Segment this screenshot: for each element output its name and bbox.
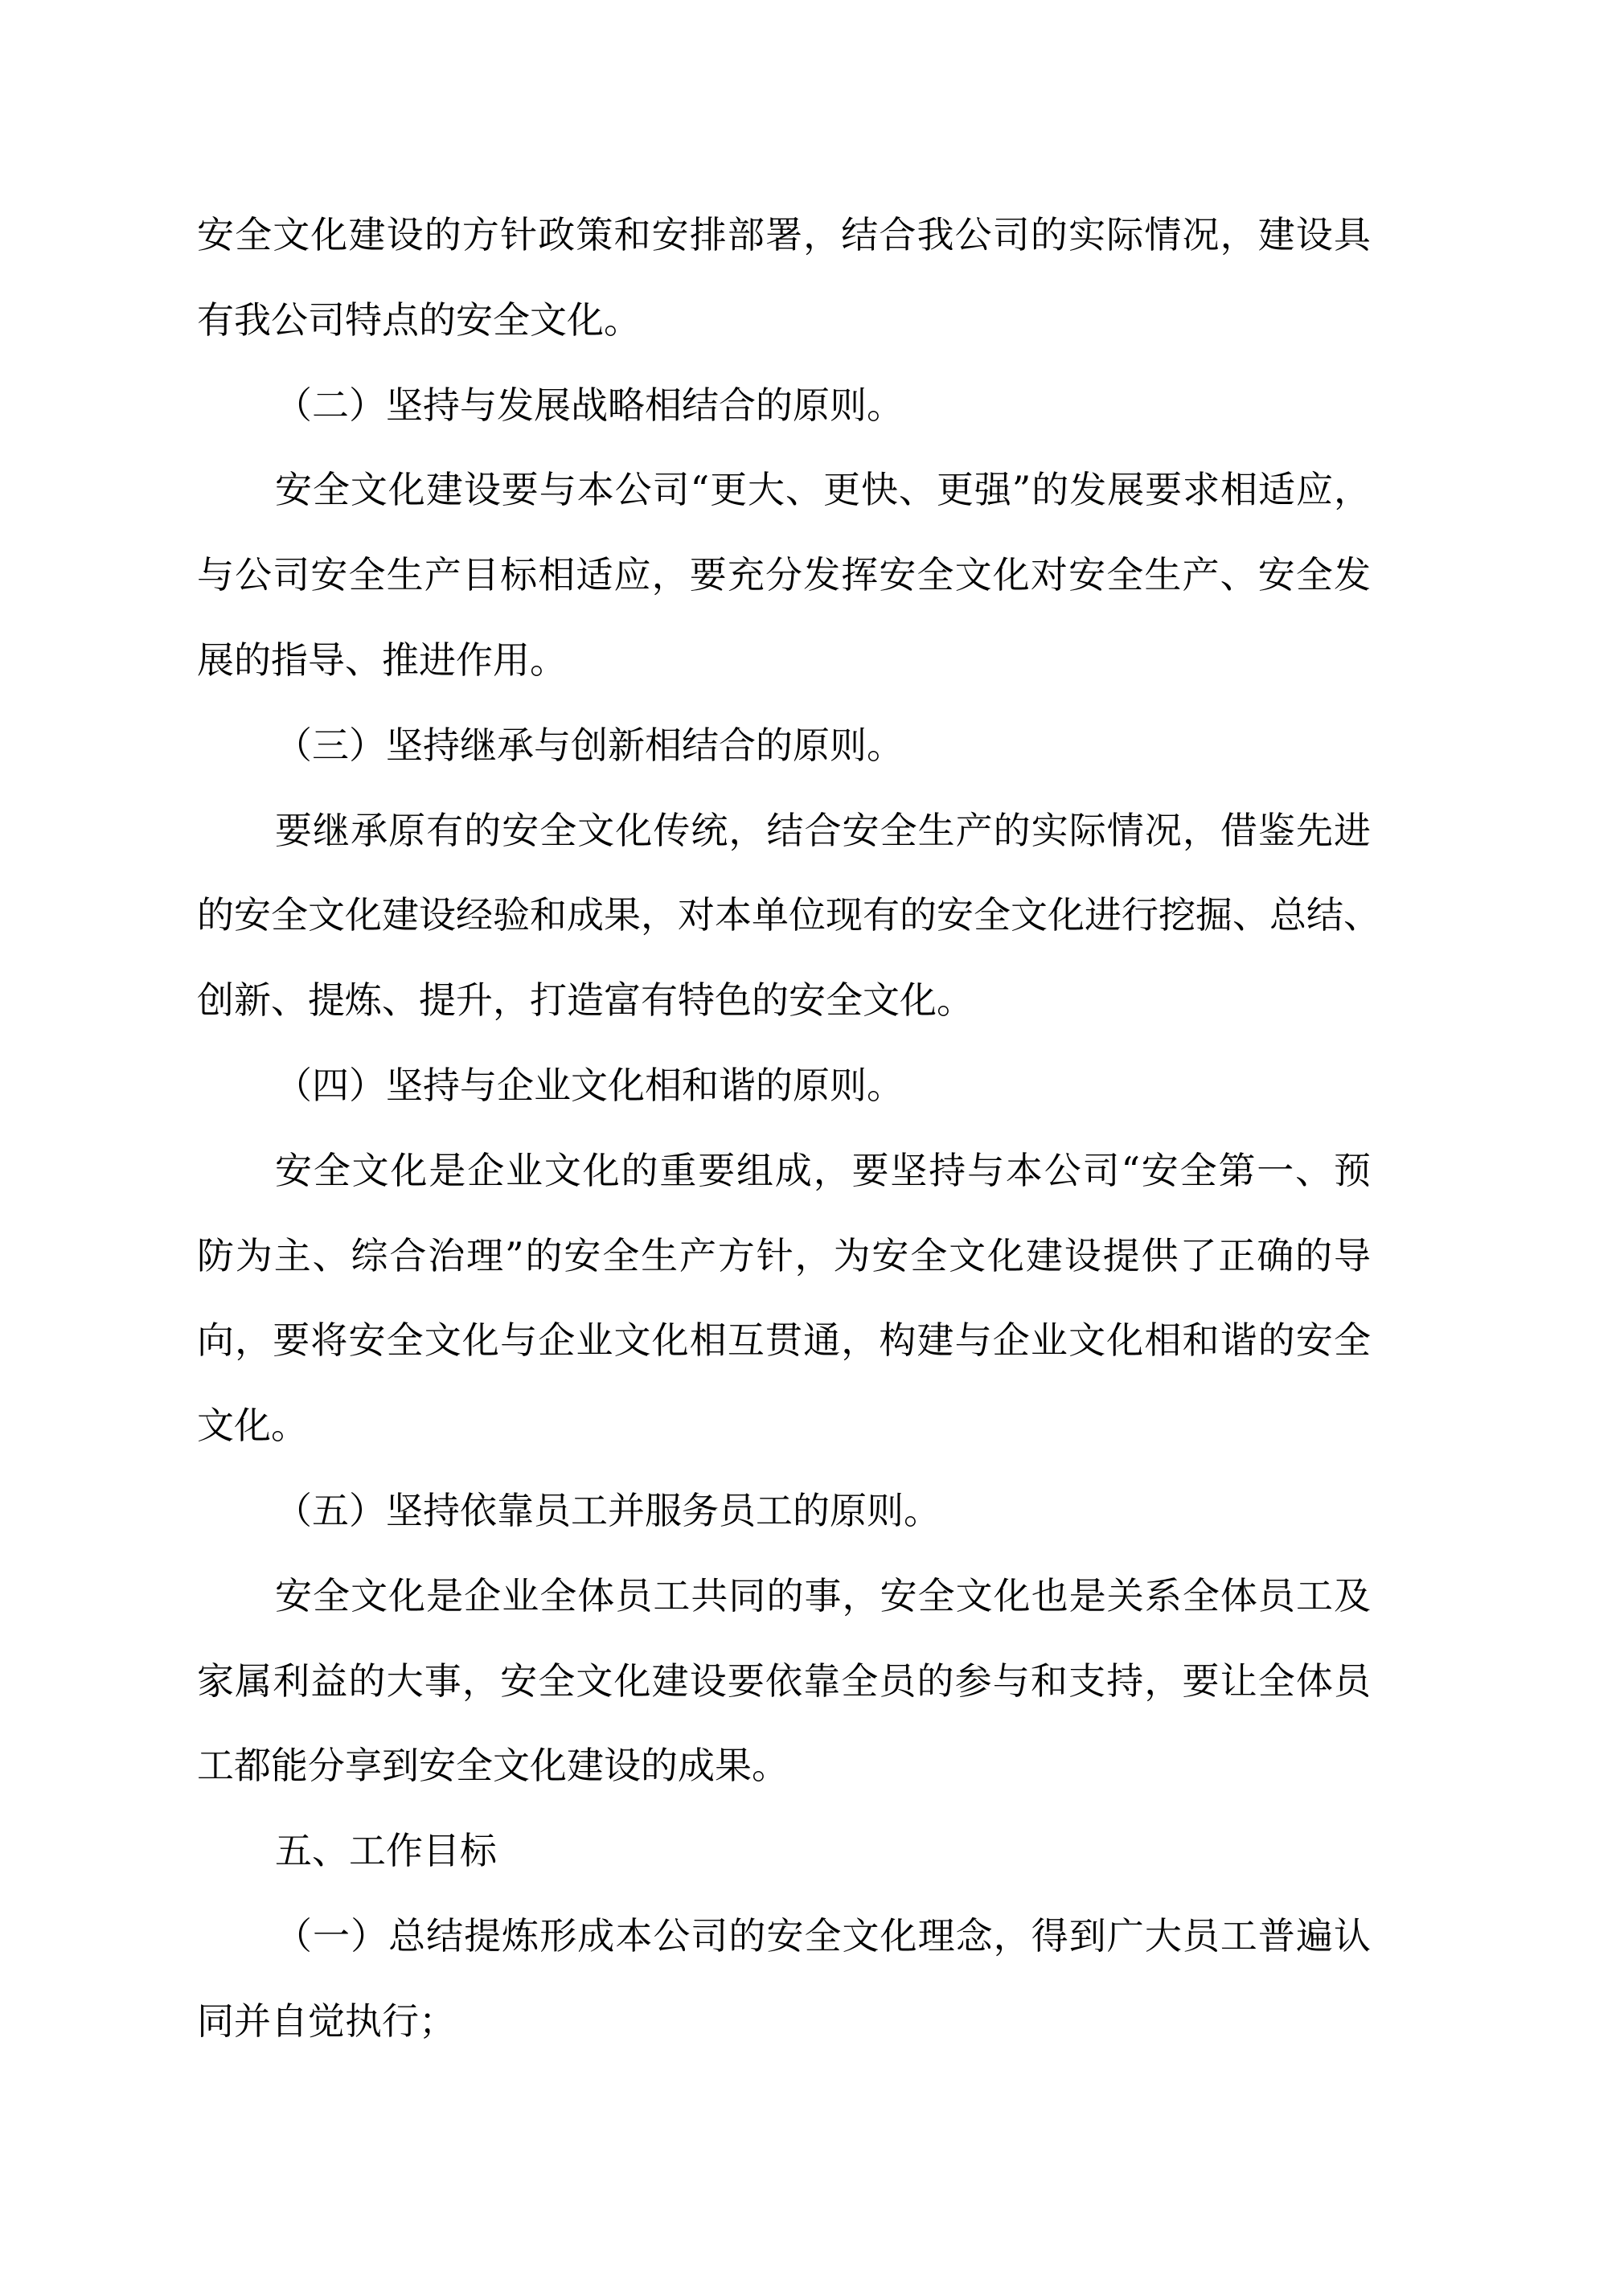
paragraph-line: 要继承原有的安全文化传统，结合安全生产的实际情况，借鉴先进 bbox=[275, 808, 1371, 852]
paragraph-line: 展的指导、推进作用。 bbox=[197, 638, 567, 682]
paragraph-line: 与公司安全生产目标相适应，要充分发挥安全文化对安全生产、安全发 bbox=[197, 553, 1371, 597]
paragraph-line: 安全文化是企业文化的重要组成，要坚持与本公司“安全第一、预 bbox=[275, 1148, 1371, 1192]
paragraph-line: 防为主、综合治理”的安全生产方针，为安全文化建设提供了正确的导 bbox=[197, 1233, 1371, 1277]
paragraph-line: 文化。 bbox=[197, 1404, 308, 1448]
paragraph-line: （一）总结提炼形成本公司的安全文化理念，得到广大员工普遍认 bbox=[275, 1913, 1371, 1958]
document-page bbox=[197, 211, 1380, 2082]
paragraph-line: 安全文化建设的方针政策和安排部署，结合我公司的实际情况，建设具 bbox=[197, 213, 1371, 256]
section-heading-principle-5: （五）坚持依靠员工并服务员工的原则。 bbox=[275, 1488, 941, 1532]
paragraph-line: 向，要将安全文化与企业文化相互贯通，构建与企业文化相和谐的安全 bbox=[197, 1318, 1371, 1363]
paragraph-line: 家属利益的大事，安全文化建设要依靠全员的参与和支持，要让全体员 bbox=[197, 1658, 1371, 1703]
section-heading-principle-3: （三）坚持继承与创新相结合的原则。 bbox=[275, 723, 904, 767]
section-heading-work-goals: 五、工作目标 bbox=[275, 1829, 497, 1873]
section-heading-principle-2: （二）坚持与发展战略相结合的原则。 bbox=[275, 383, 904, 427]
paragraph-line: 安全文化建设要与本公司“更大、更快、更强”的发展要求相适应， bbox=[275, 468, 1371, 512]
paragraph-line: 的安全文化建设经验和成果，对本单位现有的安全文化进行挖掘、总结、 bbox=[197, 893, 1380, 937]
section-heading-principle-4: （四）坚持与企业文化相和谐的原则。 bbox=[275, 1063, 904, 1107]
paragraph-line: 同并自觉执行； bbox=[197, 1999, 456, 2043]
paragraph-line: 工都能分享到安全文化建设的成果。 bbox=[197, 1744, 789, 1788]
paragraph-line: 有我公司特点的安全文化。 bbox=[197, 297, 641, 342]
paragraph-line: 创新、提炼、提升，打造富有特色的安全文化。 bbox=[197, 978, 974, 1023]
paragraph-line: 安全文化是企业全体员工共同的事，安全文化也是关系全体员工及 bbox=[275, 1573, 1371, 1617]
